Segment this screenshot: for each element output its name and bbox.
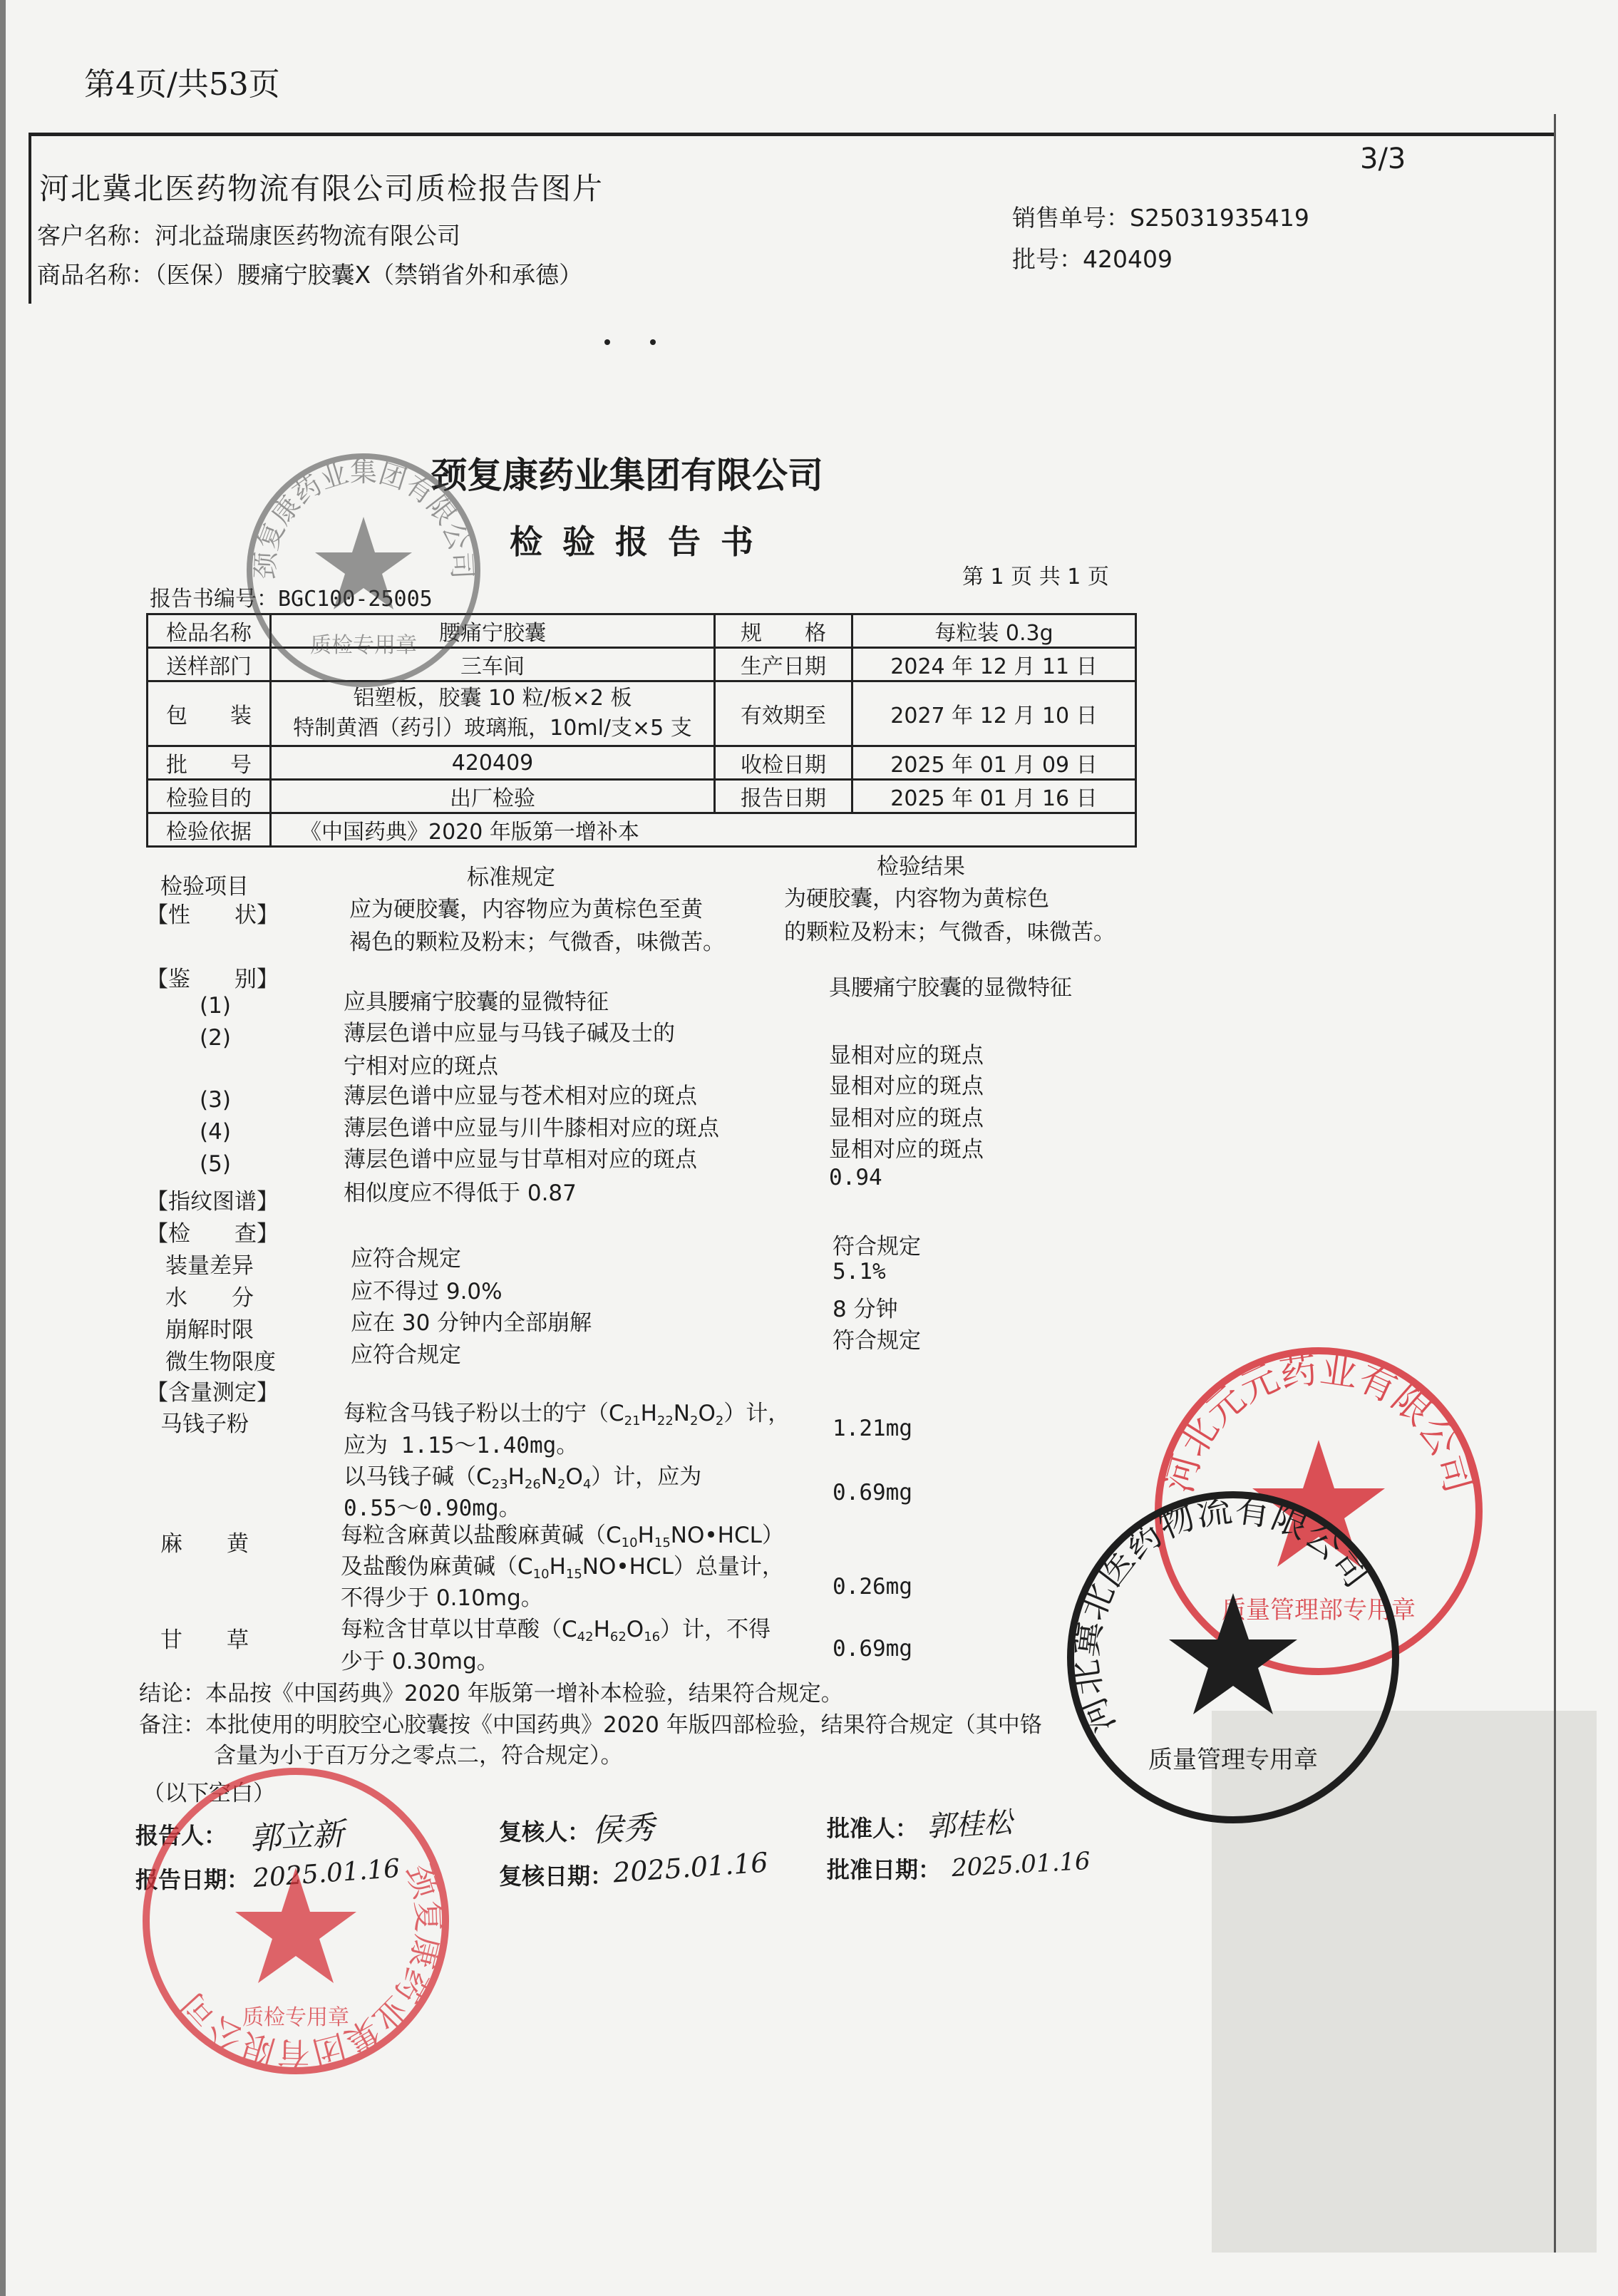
weight-label: 装量差异 (165, 1253, 254, 1279)
blank-note: （以下空白） (143, 1781, 275, 1806)
gc-sub: 62 (609, 1630, 627, 1644)
customer-value: 河北益瑞康医药物流有限公司 (155, 222, 460, 249)
mqz-std-1 (344, 1395, 790, 1428)
mh-sub: 10 (621, 1535, 638, 1550)
appearance-std-1: 应为硬胶囊，内容物应为黄棕色至黄 (349, 897, 703, 922)
check-res: 符合规定 (833, 1234, 921, 1260)
conclusion-text: 结论：本品按《中国药典》2020 年版第一增补本检验，结果符合规定。 (139, 1681, 843, 1706)
col-standard: 标准规定 (467, 865, 555, 890)
customer-label: 客户名称： (37, 222, 155, 249)
col-result: 检验结果 (877, 854, 965, 880)
ident-4-no: (4) (200, 1119, 231, 1145)
package-label: 包 装 (148, 681, 271, 746)
black-logistics-stamp (1062, 1486, 1404, 1828)
mqz-sub: 2 (689, 1414, 699, 1428)
ident-2-std-2: 宁相对应的斑点 (344, 1054, 498, 1079)
mqz-std-1e: ）计， (723, 1401, 790, 1426)
scan-edge (0, 0, 6, 2296)
ident-3-std: 薄层色谱中应显与苍术相对应的斑点 (344, 1083, 697, 1109)
reporter-date: 2025.01.16 (252, 1853, 401, 1894)
gc-std-1b: H (593, 1617, 610, 1642)
right-stamp-sub: 质量管理部专用章 (1222, 1596, 1416, 1625)
reviewer-label: 复核人： (499, 1818, 591, 1845)
header-company: 河北冀北医药物流有限公司质检报告图片 (39, 171, 604, 206)
report-no-label: 报告书编号： (150, 587, 278, 612)
appearance-std-2: 褐色的颗粒及粉末；气微香，味微苦。 (349, 930, 725, 955)
mh-std-1c: NO•HCL） (670, 1523, 784, 1548)
gc-std-1 (341, 1611, 771, 1644)
appearance-res-2: 的颗粒及粉末；气微香，味微苦。 (784, 920, 1115, 945)
approver-signature: 郭桂松 (926, 1806, 1014, 1844)
approver-date-label: 批准日期： (827, 1856, 942, 1883)
speck (650, 339, 656, 345)
ident-2-no: (2) (200, 1025, 231, 1051)
ident-2-res: 显相对应的斑点 (829, 1043, 984, 1069)
mqz-std-1a: 每粒含马钱子粉以士的宁（C (344, 1401, 624, 1426)
sample-name-value: 腰痛宁胶囊 (271, 614, 715, 648)
bottom-company-stamp (135, 1761, 456, 2081)
speck (604, 339, 610, 345)
ident-1-res: 具腰痛宁胶囊的显微特征 (829, 975, 1072, 1001)
mqz-std-4: 0.55～0.90mg。 (344, 1496, 521, 1521)
disint-res: 符合规定 (833, 1328, 921, 1354)
right-rule (1554, 114, 1556, 2253)
table-row (148, 780, 1136, 813)
spec-label: 规 格 (715, 614, 852, 648)
mqz-sub: 4 (582, 1477, 592, 1492)
mqz-std-3a: 以马钱子碱（C (344, 1464, 492, 1490)
gc-res: 0.69mg (833, 1636, 912, 1662)
top-rule (29, 133, 1554, 136)
col-item: 检验项目 (160, 874, 249, 900)
basis-value: 《中国药典》2020 年版第一增补本 (271, 813, 1136, 847)
fingerprint-res: 0.94 (829, 1165, 882, 1190)
fingerprint-label: 【指纹图谱】 (146, 1189, 279, 1215)
batch-label: 批号： (1012, 245, 1083, 273)
reviewer-date: 2025.01.16 (612, 1846, 769, 1889)
expiry-value: 2027 年 12 月 10 日 (852, 681, 1136, 746)
fingerprint-std: 相似度应不得低于 0.87 (344, 1180, 577, 1206)
report-date-label: 报告日期 (715, 780, 852, 813)
mh-std-1a: 每粒含麻黄以盐酸麻黄碱（C (341, 1523, 622, 1548)
mqz-res-2: 0.69mg (833, 1480, 912, 1505)
dept-label: 送样部门 (148, 648, 271, 681)
gc-std-1a: 每粒含甘草以甘草酸（C (341, 1617, 577, 1642)
mh-std-2c: NO•HCL）总量计， (582, 1554, 784, 1580)
batch-row (1012, 241, 1173, 274)
purpose-value: 出厂检验 (271, 780, 715, 813)
ident-2-std-1: 薄层色谱中应显与马钱子碱及士的 (344, 1021, 675, 1046)
appearance-res-1: 为硬胶囊，内容物为黄棕色 (784, 886, 1049, 912)
mh-sub: 15 (565, 1567, 582, 1582)
reporter-label: 报告人： (135, 1822, 227, 1849)
mqz-sub: 26 (524, 1477, 541, 1492)
approver-date: 2025.01.16 (951, 1846, 1091, 1883)
black-stamp-sub: 质量管理专用章 (1148, 1746, 1318, 1774)
ident-3-res: 显相对应的斑点 (829, 1074, 984, 1099)
mh-std-2 (341, 1548, 784, 1582)
mqz-std-2: 应为 1.15～1.40mg。 (344, 1433, 579, 1458)
mqz-res-1: 1.21mg (833, 1416, 912, 1441)
mqz-std-3c: N (540, 1464, 557, 1490)
mh-std-1 (341, 1517, 784, 1550)
gc-sub: 16 (644, 1630, 661, 1644)
ident-4-std: 薄层色谱中应显与川牛膝相对应的斑点 (344, 1116, 719, 1141)
prod-date-label: 生产日期 (715, 648, 852, 681)
ident-1-no: (1) (200, 993, 231, 1019)
product-label: 商品名称： (37, 261, 155, 289)
bottom-stamp-sub: 质检专用章 (242, 2005, 349, 2030)
micro-label: 微生物限度 (165, 1349, 276, 1375)
batch-value: 420409 (1083, 245, 1173, 273)
appearance-label: 【性 状】 (146, 902, 279, 928)
report-no-value: BGC100-25005 (278, 587, 433, 612)
gc-std-2: 少于 0.30mg。 (341, 1649, 499, 1674)
svg-text:河北冀北医药物流有限公司 (1062, 1486, 1381, 1744)
mh-label: 麻 黄 (160, 1531, 249, 1557)
spec-value: 每粒装 0.3g (852, 614, 1136, 648)
mqz-std-1d: O (698, 1401, 716, 1426)
ident-1-std: 应具腰痛宁胶囊的显微特征 (344, 989, 609, 1015)
ident-4-res: 显相对应的斑点 (829, 1106, 984, 1131)
assay-label: 【含量测定】 (146, 1380, 279, 1406)
package-line-2: 特制黄酒（药引）玻璃瓶，10ml/支×5 支 (293, 716, 692, 741)
batch-no-value: 420409 (271, 746, 715, 780)
black-stamp-text: 河北冀北医药物流有限公司 (1063, 1488, 1379, 1740)
top-stamp-text: 颈复康药业集团有限公司 (249, 456, 478, 580)
mh-std-3: 不得少于 0.10mg。 (341, 1585, 543, 1611)
gc-sub: 42 (577, 1630, 594, 1644)
mh-sub: 10 (532, 1567, 550, 1582)
sales-no-row (1012, 200, 1309, 233)
check-label: 【检 查】 (146, 1221, 279, 1247)
mh-std-1b: H (637, 1523, 654, 1548)
ident-label: 【鉴 别】 (146, 967, 279, 992)
received-value: 2025 年 01 月 09 日 (852, 746, 1136, 780)
weight-res: 5.1% (833, 1259, 886, 1285)
page-counter: 第4页/共53页 (84, 66, 280, 103)
mqz-std-3b: H (507, 1464, 525, 1490)
prod-date-value: 2024 年 12 月 11 日 (852, 648, 1136, 681)
dept-value: 三车间 (271, 648, 715, 681)
mqz-sub: 23 (491, 1477, 508, 1492)
left-rule (29, 133, 31, 304)
note-line-1: 备注：本批使用的明胶空心胶囊按《中国药典》2020 年版四部检验，结果符合规定（其中铬 (139, 1712, 1042, 1738)
top-stamp-sub: 质检专用章 (310, 633, 417, 658)
water-res: 8 分钟 (833, 1297, 898, 1322)
ident-5-std: 薄层色谱中应显与甘草相对应的斑点 (344, 1147, 697, 1173)
purpose-label: 检验目的 (148, 780, 271, 813)
sales-no-label: 销售单号： (1012, 204, 1130, 232)
mh-std-2a: 及盐酸伪麻黄碱（C (341, 1554, 533, 1580)
mqz-std-3 (344, 1458, 701, 1492)
corner-number: 3/3 (1360, 143, 1406, 175)
report-title: 检 验 报 告 书 (510, 522, 758, 561)
reviewer-signature: 侯秀 (590, 1809, 656, 1850)
gc-std-1c: O (626, 1617, 644, 1642)
mh-sub: 15 (654, 1535, 671, 1550)
gc-std-1d: ）计，不得 (660, 1617, 771, 1642)
received-label: 收检日期 (715, 746, 852, 780)
sample-name-label: 检品名称 (148, 614, 271, 648)
ident-3-no: (3) (200, 1087, 231, 1113)
page-info: 第 1 页 共 1 页 (962, 565, 1109, 590)
micro-std: 应符合规定 (351, 1342, 461, 1368)
disint-label: 崩解时限 (165, 1317, 254, 1343)
package-line-1: 铝塑板，胶囊 10 粒/板×2 板 (353, 686, 632, 711)
ident-5-res: 显相对应的斑点 (829, 1137, 984, 1163)
bottom-stamp-text: 颈复康药业集团有限公司 (172, 1859, 448, 2074)
issuer-name: 颈复康药业集团有限公司 (431, 455, 823, 496)
product-value: （医保）腰痛宁胶囊X（禁销省外和承德） (155, 261, 583, 289)
water-label: 水 分 (165, 1285, 254, 1311)
mqz-label: 马钱子粉 (160, 1411, 249, 1437)
right-stamp-text: 河北元元药业有限公司 (1158, 1348, 1480, 1498)
mqz-std-1b: H (640, 1401, 657, 1426)
basis-label: 检验依据 (148, 813, 271, 847)
customer-row (37, 217, 460, 251)
ident-5-no: (5) (200, 1151, 231, 1177)
table-row (148, 746, 1136, 780)
mqz-std-1c: N (673, 1401, 690, 1426)
weight-std: 应符合规定 (351, 1246, 461, 1272)
batch-no-label: 批 号 (148, 746, 271, 780)
mqz-std-3e: ）计，应为 (591, 1464, 702, 1490)
water-std: 应不得过 9.0% (351, 1279, 503, 1304)
mqz-sub: 2 (557, 1477, 566, 1492)
reviewer-date-label: 复核日期： (499, 1863, 614, 1890)
product-row (37, 257, 582, 290)
mqz-sub: 2 (715, 1414, 724, 1428)
table-row (148, 813, 1136, 847)
sales-no-value: S25031935419 (1130, 204, 1309, 232)
mh-std-2b: H (549, 1554, 566, 1580)
mh-res: 0.26mg (833, 1574, 912, 1600)
note-line-2: 含量为小于百万分之零点二，符合规定）。 (214, 1743, 623, 1769)
reporter-date-label: 报告日期： (135, 1866, 250, 1893)
report-date-value: 2025 年 01 月 16 日 (852, 780, 1136, 813)
mqz-std-3d: O (565, 1464, 583, 1490)
disint-std: 应在 30 分钟内全部崩解 (351, 1310, 592, 1336)
top-company-stamp (242, 449, 485, 691)
gc-label: 甘 草 (160, 1627, 249, 1653)
reporter-signature: 郭立新 (248, 1816, 345, 1858)
mqz-sub: 21 (624, 1414, 641, 1428)
mqz-sub: 22 (656, 1414, 674, 1428)
approver-label: 批准人： (827, 1815, 919, 1842)
expiry-label: 有效期至 (715, 681, 852, 746)
